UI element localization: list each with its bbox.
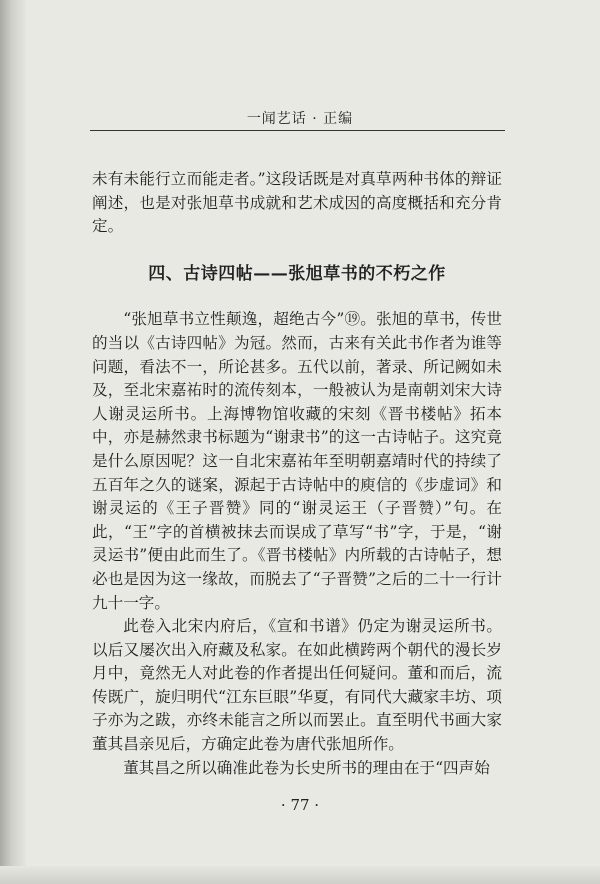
page-number: · 77 ·: [280, 796, 320, 814]
page-bottom-edge: [0, 866, 600, 884]
paragraph-2: 此卷入北宋内府后，《宣和书谱》仍定为谢灵运所书。以后又屡次出入府藏及私家。在如此横跨两个朝代的漫长岁月中，竟然无人对此卷的作者提出任何疑问。董和而后，流传既广，旋归明代“江东巨眼”华夏，有同代大藏家丰坊、项子亦为之跋，亦终未能言之所以而罢止。直至明代书画大家董其昌亲见后，方确定此卷为唐代张旭所作。: [92, 617, 502, 754]
header-rule: [90, 130, 505, 131]
paragraph-3: 董其昌之所以确准此卷为长史所书的理由在于“四声始: [123, 758, 490, 777]
page-gutter-shadow: [0, 0, 26, 884]
paragraph-1: “张旭草书立性颠逸，超绝古今”⑲。张旭的草书，传世的当以《古诗四帖》为冠。然而，古来有关此书作者为谁等问题，看法不一，所论甚多。五代以前，著录、所记阙如未及，至北宋嘉祐时的流传刻本，一般被认为是南朝刘宋大诗人谢灵运所书。上海博物馆收藏的宋刻《晋书楼帖》拓本中，亦是赫然隶书标题为“谢隶书”的这一古诗帖子。这究竟是什么原因呢？这一自北宋嘉祐年至明朝嘉靖时代的持续了五百年之久的谜案，源起于古诗帖中的庾信的《步虚词》和谢灵运的《王子晋赞》同的“谢灵运王（子晋赞）”句。在此，“王”字的首横被抹去而误成了草写“书”字，于是，“谢灵运书”便由此而生了。《晋书楼帖》内所载的古诗帖子，想必也是因为这一缘故，而脱去了“子晋赞”之后的二十一行计九十一字。: [92, 310, 502, 612]
continuation-paragraph: 未有未能行立而能走者。”这段话既是对真草两种书体的辩证阐述，也是对张旭草书成就和艺术成因的高度概括和充分肯定。: [92, 170, 502, 236]
page-body: [92, 168, 502, 780]
running-header: 一闻艺话 · 正编: [246, 111, 354, 127]
section-heading: 四、古诗四帖——张旭草书的不朽之作: [148, 263, 446, 284]
